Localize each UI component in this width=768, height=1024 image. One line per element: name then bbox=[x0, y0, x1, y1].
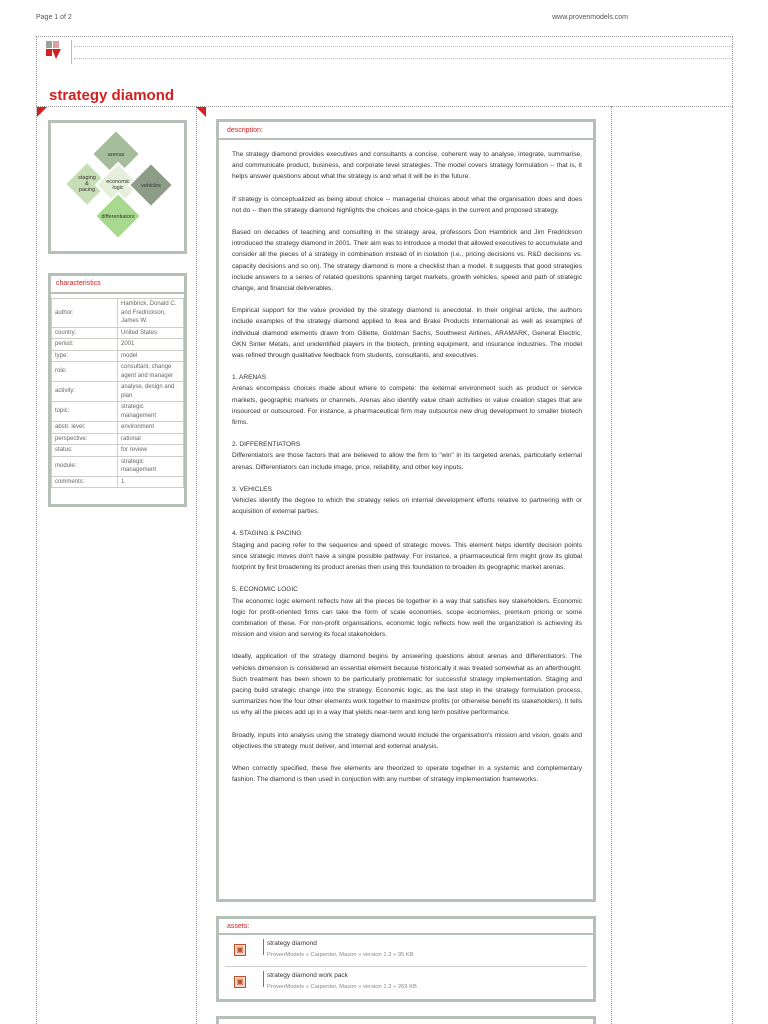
description-panel bbox=[216, 119, 596, 902]
diagram-label-staging: staging bbox=[78, 175, 96, 181]
diagram-label-economic: economic bbox=[106, 179, 130, 185]
section-body: Differentiators are those factors that are believed to allow the firm to "win" in its targeted arenas, particularly external arenas. Differentiators can include image, price, reliability, and other key inputs. bbox=[232, 452, 582, 471]
paragraph: If strategy is conceptualized as being about choice -- managerial choices about what the organisation does and does not do -- then the strategy diamond highlights the choices and choice-gaps in the current and proposed strategy. bbox=[232, 195, 582, 214]
characteristics-row bbox=[52, 402, 184, 422]
characteristic-value[interactable]: strategic management bbox=[118, 456, 184, 476]
asset-meta: ProvenModels » Carpenter, Mason » version 1.3 » 95 KB bbox=[267, 952, 414, 958]
characteristic-key: status: bbox=[52, 445, 118, 457]
page-title: strategy diamond bbox=[49, 87, 175, 104]
characteristics-row bbox=[52, 339, 184, 351]
characteristic-value[interactable]: 1 bbox=[118, 476, 184, 488]
characteristic-value[interactable]: rational bbox=[118, 433, 184, 445]
characteristics-row bbox=[52, 299, 184, 328]
characteristic-value[interactable]: model bbox=[118, 350, 184, 362]
characteristic-key: perspective: bbox=[52, 433, 118, 445]
paragraph: Based on decades of teaching and consulting in the strategy area, professors Don Hambrick and Jim Fredrickson introduced the strategy diamond in 2001. Their aim was to introduce a model that allowed executives to accumulate and consider all the pieces of a strategy in combination instead of in isolation (i.e., pricing decisions vs. R&D decisions vs. capacity decisions and so on). The strategy diamond is more a checklist than a model. It suggests that good strategies include answers to a series of related questions spanning target markets, growth vehicles, speed and path of strategic change, and financial deliverables. bbox=[232, 229, 582, 293]
characteristics-panel bbox=[48, 273, 187, 507]
site-url[interactable]: www.provenmodels.com bbox=[552, 14, 628, 21]
powerpoint-file-icon[interactable]: ▣ bbox=[234, 944, 246, 956]
section-body: The economic logic element reflects how all the pieces tie together in a way that satisfies key stakeholders. Economic logic for profit-oriented firms can take the form of scale economies, scope economies, premium pricing or some combination of these. For non-profit organisations, economic logic reflects how well the organization is achieving its mission and vision and serving its focal stakeholders. bbox=[232, 597, 582, 639]
description-body bbox=[219, 140, 593, 785]
asset-separator bbox=[263, 939, 264, 955]
asset-meta: ProvenModels » Carpenter, Mason » version 1.3 » 269 KB bbox=[267, 984, 417, 990]
title-rule bbox=[36, 106, 733, 107]
characteristics-row bbox=[52, 382, 184, 402]
page-indicator: Page 1 of 2 bbox=[36, 14, 72, 21]
characteristic-key: abstr. level: bbox=[52, 422, 118, 434]
diagram-label-logic: logic bbox=[112, 185, 124, 191]
frame-right bbox=[732, 36, 733, 1024]
paragraph: The strategy diamond provides executives and consultants a concise, coherent way to analyse, integrate, summarise, and communicate product, business, and corporate level strategies. The model covers strategy formulation -- that is, it helps answer questions about what the strategy is and what it will be in the future. bbox=[232, 151, 582, 181]
section-body: Staging and pacing refer to the sequence and speed of strategic moves. This element helps identify decision points since strategic moves don't have a single possible pathway. For instance, a pharmaceutical firm might grow its global footprint by first broadening its product arenas then using this foundation to broaden its geographic market arenas. bbox=[232, 541, 582, 572]
characteristic-value[interactable]: for review bbox=[118, 445, 184, 457]
dotted-rule bbox=[74, 46, 732, 47]
next-panel bbox=[216, 1016, 596, 1024]
logo-divider bbox=[71, 40, 72, 64]
characteristic-value[interactable]: Hambrick, Donald C. and Fredrickson, James W. bbox=[118, 299, 184, 328]
column-divider-right bbox=[611, 106, 612, 1024]
asset-name-link[interactable]: strategy diamond work pack bbox=[267, 972, 348, 979]
diagram-label-pacing: pacing bbox=[78, 187, 96, 193]
asset-item[interactable] bbox=[225, 935, 587, 967]
section-body: Vehicles identify the degree to which the strategy relies on internal development efforts relative to partnering with or acquisition of external parties. bbox=[232, 497, 582, 516]
paragraph: Broadly, inputs into analysis using the strategy diamond would include the organisation's mission and vision, goals and objectives the strategy must deliver, and internal and external analysis. bbox=[232, 731, 582, 750]
characteristic-key: country: bbox=[52, 327, 118, 339]
section-heading: 2. DIFFERENTIATORS bbox=[232, 441, 301, 449]
section-body: Arenas encompass choices made about where to compete: the external environment such as product or service markets, geographic markets or channels. Arenas also identify value chain activities or value creation stages that are insourced or outsourced. For instance, a pharmaceutical firm may outsource new drug development to smaller biotech firms. bbox=[232, 385, 582, 427]
characteristics-row bbox=[52, 445, 184, 457]
characteristic-key: comments: bbox=[52, 476, 118, 488]
page-header bbox=[36, 14, 628, 21]
characteristics-row bbox=[52, 476, 184, 488]
description-heading: description: bbox=[219, 122, 593, 140]
asset-separator bbox=[263, 971, 264, 987]
section-heading: 1. ARENAS bbox=[232, 374, 267, 382]
characteristic-key: period: bbox=[52, 339, 118, 351]
diagram-label-arenas: arenas bbox=[107, 152, 125, 158]
section-heading: 4. STAGING & PACING bbox=[232, 530, 302, 538]
characteristic-key: module: bbox=[52, 456, 118, 476]
paragraph: When correctly specified, these five elements are theorized to operate together in a systemic and complementary fashion. The diamond is then used in conjuction with any number of strategy implementation frameworks. bbox=[232, 764, 582, 784]
section-heading: 3. VEHICLES bbox=[232, 485, 272, 493]
characteristic-key: type: bbox=[52, 350, 118, 362]
characteristic-value[interactable]: consultant, change agent and manager bbox=[118, 362, 184, 382]
characteristic-value[interactable]: analyse, design and plan bbox=[118, 382, 184, 402]
characteristic-value[interactable]: United States bbox=[118, 327, 184, 339]
column-divider-left bbox=[196, 106, 197, 1024]
characteristic-key: role: bbox=[52, 362, 118, 382]
characteristic-key: topic: bbox=[52, 402, 118, 422]
powerpoint-file-icon[interactable]: ▣ bbox=[234, 976, 246, 988]
characteristics-row bbox=[52, 362, 184, 382]
assets-heading: assets: bbox=[219, 919, 593, 935]
assets-panel bbox=[216, 916, 596, 1002]
characteristics-row bbox=[52, 327, 184, 339]
characteristics-heading: characteristics bbox=[51, 276, 184, 294]
paragraph: Ideally, application of the strategy diamond begins by answering questions about arenas and differentiators. The vehicles dimension is considered an essential element because historically it was treated somewhat as an afterthought. Such treatment has been shown to be particularly problematic for successful strategy implementation. Staging and pacing build strategic change into the strategy. Economic logic, as the last step in the strategy formulation process, summarizes how the four other elements work together to maximize profits (or otherwise benefit its stakeholders). It tells us why all the pieces add up in a way that yields near-term and long term positive performance. bbox=[232, 653, 582, 717]
asset-item[interactable] bbox=[225, 967, 587, 999]
frame-left bbox=[36, 36, 37, 1024]
characteristic-value[interactable]: environment bbox=[118, 422, 184, 434]
characteristics-row bbox=[52, 350, 184, 362]
characteristic-key: activity: bbox=[52, 382, 118, 402]
characteristics-row bbox=[52, 456, 184, 476]
characteristics-table bbox=[51, 298, 184, 488]
diagram-label-staging-amp: & bbox=[85, 181, 89, 187]
asset-name-link[interactable]: strategy diamond bbox=[267, 940, 317, 947]
paragraph: Empirical support for the value provided by the strategy diamond is anecdotal. In their original article, the authors include examples of the strategy diamond applied to Ikea and Brake Products International as well as examples of individual diamond elements drawn from Gillette, Goldman Sachs, Southwest Airlines, ARAMARK, General Electric, GKN Sinter Metals, and unidentified players in the biotech, printing equipment, and insurance industries. The model was refined through qualitative feedback from students, consultants, and executives. bbox=[232, 307, 582, 360]
characteristics-row bbox=[52, 433, 184, 445]
section-heading: 5. ECONOMIC LOGIC bbox=[232, 586, 298, 594]
corner-marker-left bbox=[37, 107, 47, 117]
strategy-diamond-diagram bbox=[48, 120, 187, 254]
corner-marker-right bbox=[196, 107, 206, 117]
dotted-rule bbox=[74, 58, 732, 59]
characteristic-value[interactable]: strategic management bbox=[118, 402, 184, 422]
diagram-label-vehicles: vehicles bbox=[141, 183, 161, 189]
provenmodels-logo-icon[interactable] bbox=[44, 40, 64, 60]
characteristic-key: author: bbox=[52, 299, 118, 328]
diagram-label-differentiators: differentiators bbox=[101, 214, 135, 220]
characteristics-row bbox=[52, 422, 184, 434]
characteristic-value[interactable]: 2001 bbox=[118, 339, 184, 351]
